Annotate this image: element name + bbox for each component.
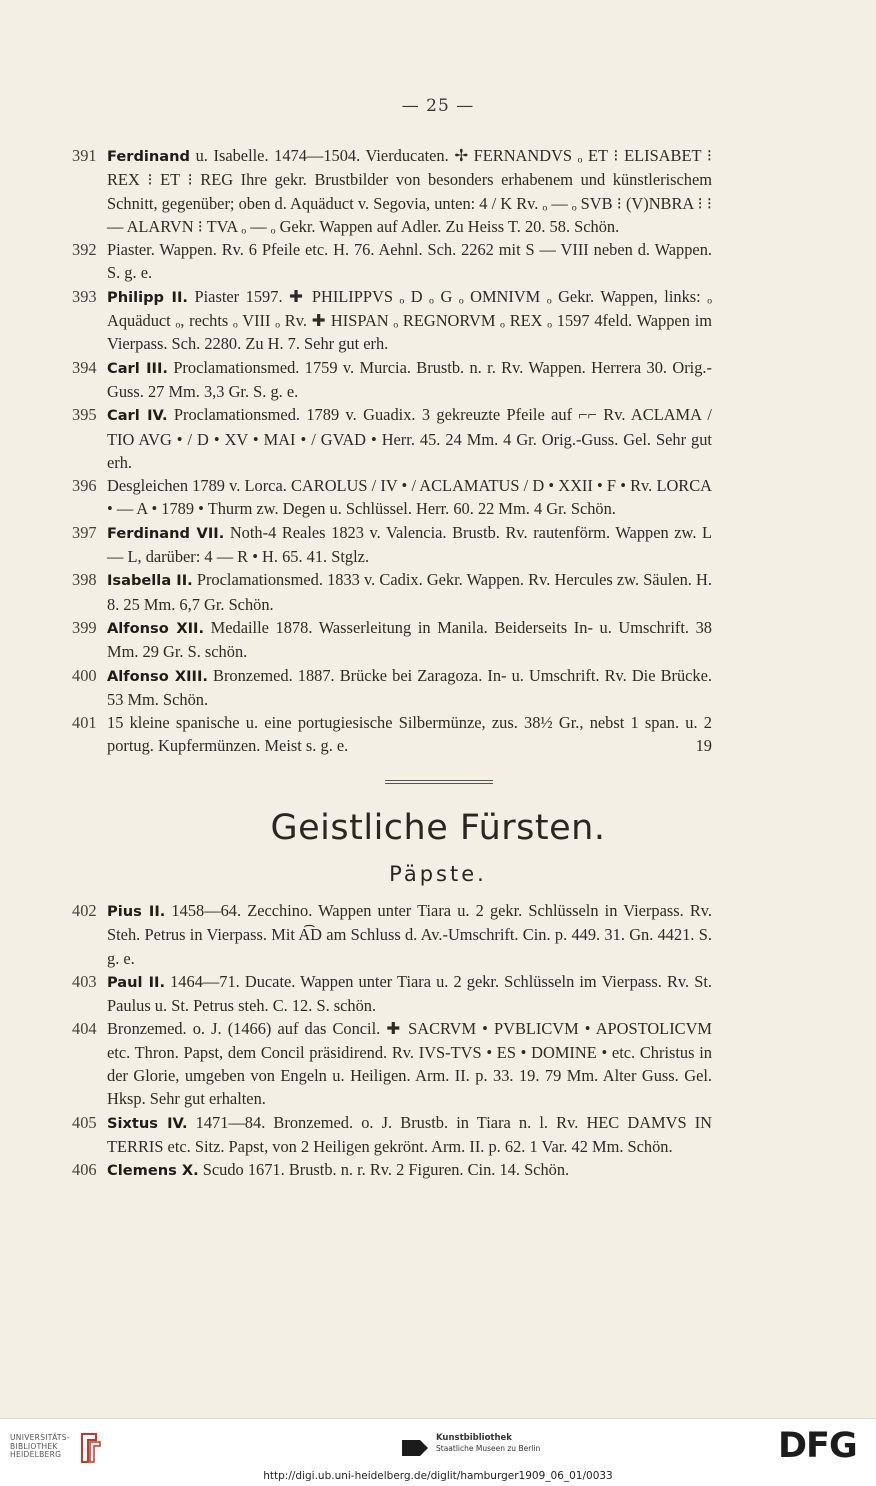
catalog-entry [72,1158,712,1182]
entry-ruler-name: Alfonso XIII. [107,667,208,685]
section-divider [385,780,493,781]
section-subtitle: Päpste. [389,862,487,886]
univ-line-2: BIBLIOTHEK [10,1441,58,1451]
entry-ruler-name: Pius II. [107,903,166,920]
entry-ruler-name: Carl III. [107,359,168,377]
entry-description: Proclamationsmed. 1759 v. Murcia. Brustb. n. r. Rv. Wappen. Herrera 30. Orig.-Guss. 27 Mm. 3,3 Gr. S. g. e. [107,357,712,401]
univ-line-1: UNIVERSITÄTS- [10,1433,70,1442]
catalog-entry [72,285,712,356]
kunstbibliothek-label [436,1433,540,1454]
catalog-entry [72,474,712,521]
section-title: Geistliche Fürsten. [270,808,606,848]
catalog-entry [72,970,712,1018]
entry-description: u. Isabelle. 1474—1504. Vierducaten. ✢ FERNANDVS ₒ ET ⁝ ELISABET ⁝ REX ⁝ ET ⁝ REG Ihre gekr. Brustbilder von besonders erhabenem und künstlerischem Schnitt, gegenüber; oben d. Aquäduct v. Segovia, unten: 4 / K Rv. ₒ — ₒ SVB ⁝ (V)NBRA ⁝ ⁝ — ALARVN ⁝ TVA ₒ — ₒ Gekr. Wappen auf Adler. Zu Heiss T. 20. 58. Schön. [107,146,712,236]
heidelberg-library-logo-icon [78,1430,104,1466]
entry-description: Piaster 1597. ✚ PHILIPPVS ₒ D ₒ G ₒ OMNIVM ₒ Gekr. Wappen, links: ₒ Aquäduct ₒ, rechts ₒ VIII ₒ Rv. ✚ HISPAN ₒ REGNORVM ₒ REX ₒ 1597 4feld. Wappen im Vierpass. Sch. 2280. Zu H. 7. Sehr gut erh. [107,286,712,354]
entry-number: 400 [72,665,97,685]
entry-ruler-name: Ferdinand VII. [107,524,225,542]
entries-bottom [72,899,712,1183]
entry-number: 391 [72,146,97,165]
catalog-entry [72,899,712,970]
entry-number: 405 [72,1112,97,1132]
entry-ruler-name: Ferdinand [107,148,190,165]
entry-number: 401 [72,713,97,733]
catalog-entry [72,521,712,569]
catalog-entry [72,238,712,285]
catalog-entry [72,356,712,404]
catalog-entry [72,664,712,712]
entries-top [72,144,712,758]
entry-number: 394 [72,357,97,377]
catalog-entry [72,1111,712,1159]
entry-description: 1464—71. Ducate. Wappen unter Tiara u. 2 gekr. Schlüsseln im Vierpass. Rv. St. Paulus u. St. Petrus steh. C. 12. S. schön. [107,971,713,1016]
entry-ruler-name: Paul II. [107,973,166,991]
entry-number: 402 [72,901,97,920]
entry-number: 404 [72,1019,97,1039]
entry-description: 15 kleine spanische u. eine portugiesische Silbermünze, zus. 38½ Gr., nebst 1 span. u. 2 portug. Kupfermünzen. Meist s. g. e. [107,713,712,756]
entry-number: 396 [72,476,97,496]
entry-description: 1458—64. Zecchino. Wappen unter Tiara u. 2 gekr. Schlüsseln in Vierpass. Rv. Steh. Petrus in Vierpass. Mit A͡D am Schluss d. Av.-Umschrift. Cin. p. 449. 31. Gn. 4421. S. g. e. [107,901,712,968]
entry-ruler-name: Alfonso XII. [107,619,205,637]
entry-description: Bronzemed. o. J. (1466) auf das Concil. ✚ SACRVM • PVBLICVM • APOSTOLICVM etc. Thron. Papst, dem Concil präsidirend. Rv. IVS-TVS • ES • DOMINE • etc. Christus in der Glorie, umgeben von Engeln u. Heiligen. Arm. II. p. 33. 19. 79 Mm. Alter Guss. Gel. Hksp. Sehr gut erhalten. [107,1019,712,1109]
entry-ruler-name: Sixtus IV. [107,1114,188,1132]
catalog-entry [72,568,712,616]
entry-number: 392 [72,240,97,260]
entry-ruler-name: Philipp II. [107,288,188,306]
entry-description: Noth-4 Reales 1823 v. Valencia. Brustb. Rv. rautenförm. Wappen zw. L — L, darüber: 4 — R • H. 65. 41. Stglz. [107,522,713,567]
entry-description: Scudo 1671. Brustb. n. r. Rv. 2 Figuren. Cin. 14. Schön. [198,1160,570,1180]
heidelberg-library-label [10,1434,84,1460]
entry-description: Desgleichen 1789 v. Lorca. CAROLUS / IV • / ACLAMATUS / D • XXII • F • Rv. LORCA • — A • 1789 • Thurm zw. Degen u. Schlüssel. Herr. 60. 22 Mm. 4 Gr. Schön. [107,476,712,519]
entry-trailing-number: 19 [695,736,712,756]
univ-line-3: HEIDELBERG [10,1450,62,1460]
entry-description: 1471—84. Bronzemed. o. J. Brustb. in Tiara n. l. Rv. HEC DAMVS IN TERRIS etc. Sitz. Papst, von 2 Heiligen gekrönt. Arm. II. p. 62. 1 Var. 42 Mm. Schön. [107,1112,712,1156]
entry-description: Medaille 1878. Wasserleitung in Manila. Beiderseits In- u. Umschrift. 38 Mm. 29 Gr. S. schön. [107,617,713,662]
entry-ruler-name: Carl IV. [107,407,168,425]
catalog-entry [72,403,712,474]
catalog-entry [72,1017,712,1110]
permalink-url[interactable]: http://digi.ub.uni-heidelberg.de/diglit/hamburger1909_06_01/0033 [263,1470,613,1482]
entry-description: Piaster. Wappen. Rv. 6 Pfeile etc. H. 76. Aehnl. Sch. 2262 mit S — VIII neben d. Wappen. S. g. e. [107,240,712,283]
catalog-entry [72,616,712,664]
entry-number: 398 [72,570,97,590]
catalog-entry [72,144,712,238]
entry-description: Bronzemed. 1887. Brücke bei Zaragoza. In- u. Umschrift. Rv. Die Brücke. 53 Mm. Schön. [107,665,712,709]
kb-title: Kunstbibliothek [436,1433,512,1443]
entry-number: 393 [72,286,97,306]
entry-number: 395 [72,405,97,425]
catalog-entry [72,711,712,758]
dfg-logo: DFG [778,1426,857,1466]
entry-ruler-name: Isabella II. [107,572,193,590]
entry-number: 406 [72,1160,97,1180]
entry-ruler-name: Clemens X. [107,1162,199,1180]
entry-description: Proclamationsmed. 1833 v. Cadix. Gekr. Wappen. Rv. Hercules zw. Säulen. H. 8. 25 Mm. 6,7 Gr. Schön. [107,570,712,614]
section-divider-double [385,783,493,784]
entry-number: 399 [72,617,97,637]
entry-description: Proclamationsmed. 1789 v. Guadix. 3 gekreuzte Pfeile auf ⌐⌐ Rv. ACLAMA / TIO AVG • / D • XV • MAI • / GVAD • Herr. 45. 24 Mm. 4 Gr. Orig.-Guss. Gel. Sehr gut erh. [107,405,712,472]
kunstbibliothek-logo-icon [400,1436,430,1460]
kb-subtitle: Staatliche Museen zu Berlin [436,1444,541,1453]
entry-number: 403 [72,971,97,991]
page-number: — 25 — [401,96,475,116]
entry-number: 397 [72,522,97,542]
